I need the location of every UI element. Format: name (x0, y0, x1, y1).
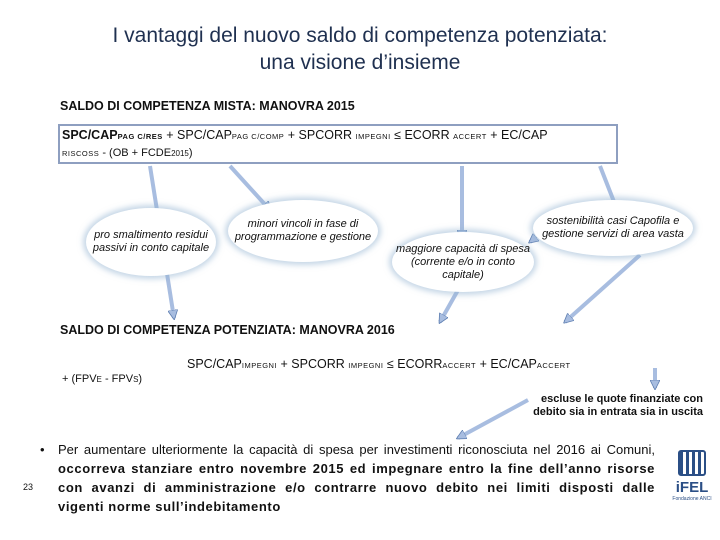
saldo-mista-heading: SALDO DI COMPETENZA MISTA: MANOVRA 2015 (60, 99, 355, 113)
oval-smaltimento: pro smaltimento residui passivi in conto capitale (86, 208, 216, 276)
formula-mista-line-2: RISCOSS - (OB + FCDE2015) (62, 147, 193, 159)
title-line-2: una visione d’insieme (259, 51, 461, 74)
exclusion-note: escluse le quote finanziate con debito sia in entrata sia in uscita (533, 393, 703, 418)
arrow-sostenibilita-to-saldo (565, 255, 640, 322)
bullet-dot: • (40, 442, 45, 457)
arrow-capacita-to-saldo (440, 290, 458, 322)
saldo-potenziata-heading: SALDO DI COMPETENZA POTENZIATA: MANOVRA 2016 (60, 323, 395, 337)
page-number: 23 (23, 482, 34, 492)
logo-text: iFEL (675, 479, 709, 496)
formula-potenziata-line-2: + (FPVE - FPVS) (62, 373, 143, 385)
bullet-text: Per aumentare ulteriormente la capacità di spesa per investimenti riconosciuta nel 2016 ai Comuni, occorreva stanziare entro novembre 2015 ed impegnare entro la fine dell’anno risorse con avanzi di amministrazione e/o contrarre nuovo debito nei limiti disposti dalle vigenti norme sull’indebitamento (58, 442, 655, 514)
formula-mista-line-1: SPC/CAPPAG C/RES + SPC/CAPPAG C/COMP + SPCORR IMPEGNI ≤ ECORR ACCERT + EC/CAP (62, 128, 548, 142)
ifel-logo (672, 450, 712, 510)
logo-caption: Fondazione ANCI (672, 496, 712, 502)
title-line-1: I vantaggi del nuovo saldo di competenza potenziata: (112, 24, 608, 47)
oval-capacita: maggiore capacità di spesa (corrente e/o in conto capitale) (392, 232, 534, 292)
oval-vincoli: minori vincoli in fase di programmazione e gestione (228, 200, 378, 262)
formula-potenziata-line-1: SPC/CAPIMPEGNI + SPCORR IMPEGNI ≤ ECORRACCERT + EC/CAPACCERT (187, 357, 571, 371)
bullet-paragraph (40, 440, 655, 516)
oval-sostenibilita: sostenibilità casi Capofila e gestione servizi di area vasta (533, 200, 693, 256)
logo-emblem-icon (678, 450, 706, 476)
